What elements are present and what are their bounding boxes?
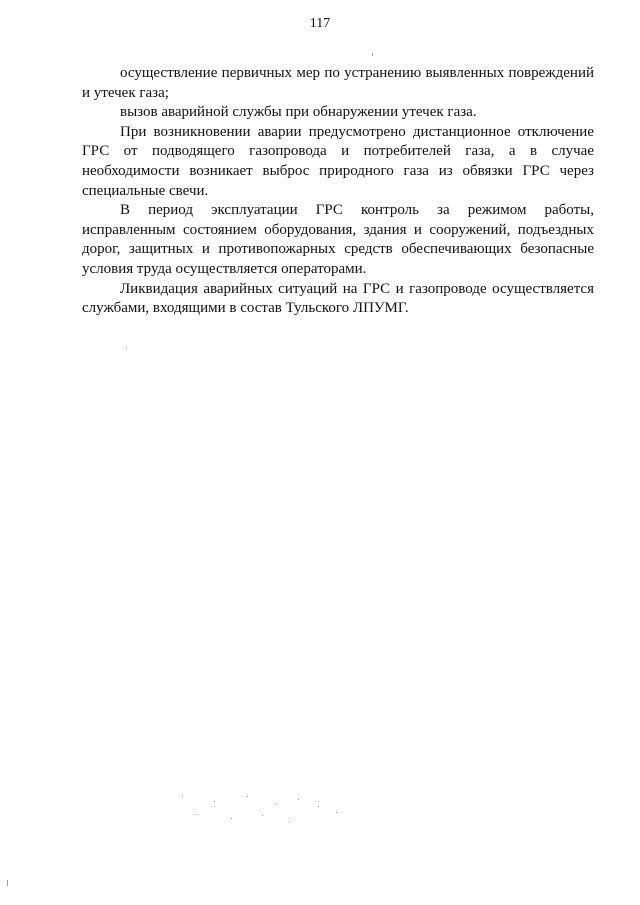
text-line: дорог, защитных и противопожарных средств обеспечивающих безопасные [82, 241, 594, 258]
page-number: 117 [309, 16, 331, 31]
scan-speck [289, 821, 290, 822]
text-line: необходимости возникает выброс природного газа из обвязки ГРС через [82, 162, 594, 179]
text-line: осуществление первичных мер по устранению выявленных повреждений [120, 65, 594, 81]
text-line: При возникновении аварии предусмотрено дистанционное отключение [120, 123, 594, 140]
scan-speck [336, 812, 337, 813]
scan-speck [275, 804, 276, 805]
scan-speck [182, 795, 183, 796]
text-line: В период эксплуатации ГРС контроль за режимом работы, [120, 202, 594, 219]
scan-speck [231, 818, 232, 819]
scan-speck [214, 801, 215, 802]
scan-speck [372, 53, 373, 56]
paragraph-liquidation [82, 280, 594, 319]
paragraph-initial-measures [82, 64, 594, 103]
scan-speck [318, 806, 319, 807]
text-line: службами, входящими в состав Тульского ЛПУМГ. [82, 300, 409, 317]
text-line: ГРС от подводящего газопровода и потребителей газа, а в случае [82, 143, 594, 160]
scan-speck [126, 348, 127, 349]
document-body [82, 64, 594, 319]
text-line: специальные свечи. [82, 182, 209, 199]
scan-speck [247, 796, 248, 797]
scan-speck [262, 815, 263, 816]
text-line: исправленным состоянием оборудования, здания и сооружений, подъездных [82, 221, 594, 238]
text-line: условия труда осуществляется операторами. [82, 260, 367, 277]
text-line: Ликвидация аварийных ситуаций на ГРС и газопроводе осуществляется [120, 280, 594, 297]
scan-speck [298, 799, 299, 800]
text-line: вызов аварийной службы при обнаружении утечек газа. [120, 104, 477, 121]
scan-speck [7, 880, 8, 886]
paragraph-operation-control [82, 201, 594, 279]
scan-speck [196, 814, 197, 815]
paragraph-remote-shutdown [82, 123, 594, 201]
text-line: и утечек газа; [82, 84, 169, 101]
paragraph-emergency-call [82, 103, 594, 123]
